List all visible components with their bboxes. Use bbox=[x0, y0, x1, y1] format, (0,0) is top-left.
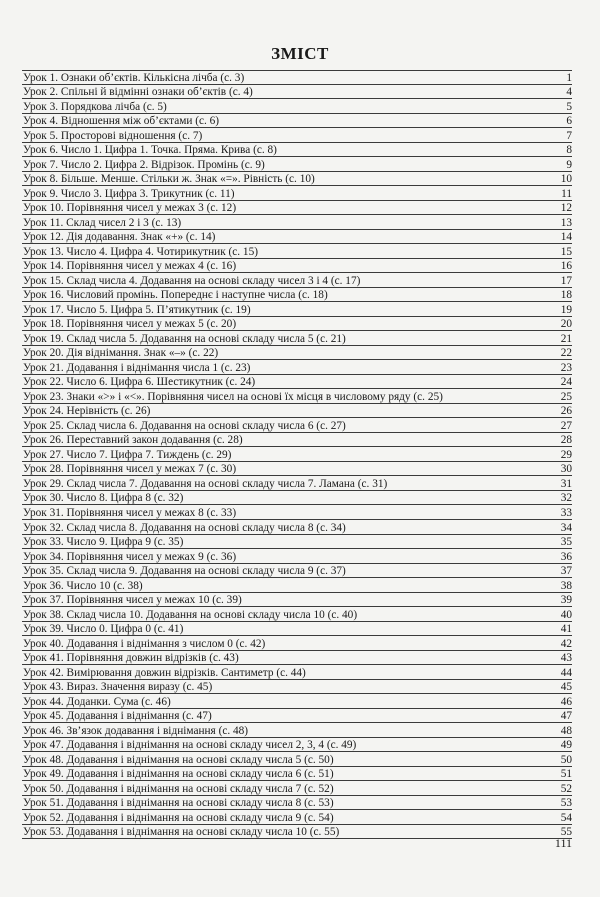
toc-entry bbox=[22, 433, 572, 448]
toc-entry-page: 24 bbox=[560, 376, 572, 389]
toc-entry bbox=[22, 607, 572, 622]
toc-entry-page: 35 bbox=[560, 536, 572, 549]
toc-entry-page: 30 bbox=[560, 463, 572, 476]
toc-entry-page: 37 bbox=[560, 565, 572, 578]
toc-entry-page: 9 bbox=[566, 158, 572, 171]
toc-entry-title: Урок 42. Вимірювання довжин відрізків. Сантиметр (с. 44) bbox=[23, 666, 306, 679]
toc-entry bbox=[22, 259, 572, 274]
toc-entry-title: Урок 22. Число 6. Цифра 6. Шестикутник (с. 24) bbox=[23, 376, 256, 389]
toc-entry-page: 21 bbox=[560, 332, 572, 345]
toc-entry-title: Урок 32. Склад числа 8. Додавання на основі складу числа 8 (с. 34) bbox=[23, 521, 346, 534]
toc-entry bbox=[22, 680, 572, 695]
toc-entry-title: Урок 27. Число 7. Цифра 7. Тиждень (с. 29) bbox=[23, 448, 232, 461]
toc-entry-page: 52 bbox=[560, 782, 572, 795]
toc-entry bbox=[22, 810, 572, 825]
toc-entry-page: 17 bbox=[560, 274, 572, 287]
toc-entry-page: 38 bbox=[560, 579, 572, 592]
toc-entry-title: Урок 21. Додавання і віднімання числа 1 (с. 23) bbox=[23, 361, 251, 374]
toc-entry-title: Урок 28. Порівняння чисел у межах 7 (с. 30) bbox=[23, 463, 237, 476]
toc-entry-page: 18 bbox=[560, 289, 572, 302]
toc-entry-page: 29 bbox=[560, 448, 572, 461]
toc-entry bbox=[22, 273, 572, 288]
toc-entry-page: 51 bbox=[560, 768, 572, 781]
toc-entry-title: Урок 48. Додавання і віднімання на основі складу числа 5 (с. 50) bbox=[23, 753, 334, 766]
toc-entry-page: 43 bbox=[560, 652, 572, 665]
toc-entry-page: 44 bbox=[560, 666, 572, 679]
toc-entry-title: Урок 20. Дія віднімання. Знак «–» (с. 22) bbox=[23, 347, 219, 360]
toc-entry-title: Урок 40. Додавання і віднімання з числом 0 (с. 42) bbox=[23, 637, 266, 650]
toc-entry bbox=[22, 288, 572, 303]
toc-entry bbox=[22, 462, 572, 477]
toc-entry-title: Урок 41. Порівняння довжин відрізків (с. 43) bbox=[23, 652, 239, 665]
toc-entry bbox=[22, 244, 572, 259]
toc-entry bbox=[22, 128, 572, 143]
toc-entry bbox=[22, 331, 572, 346]
toc-entry-title: Урок 43. Вираз. Значення виразу (с. 45) bbox=[23, 681, 213, 694]
toc-entry-page: 25 bbox=[560, 390, 572, 403]
toc-entry-page: 6 bbox=[566, 115, 572, 128]
toc-entry bbox=[22, 752, 572, 767]
toc-entry-title: Урок 34. Порівняння чисел у межах 9 (с. 36) bbox=[23, 550, 237, 563]
toc-entry-title: Урок 10. Порівняння чисел у межах 3 (с. 12) bbox=[23, 202, 237, 215]
toc-entry-page: 13 bbox=[560, 216, 572, 229]
toc-entry bbox=[22, 593, 572, 608]
toc-entry-page: 41 bbox=[560, 623, 572, 636]
toc-entry bbox=[22, 476, 572, 491]
toc-entry-title: Урок 47. Додавання і віднімання на основі складу чисел 2, 3, 4 (с. 49) bbox=[23, 739, 357, 752]
toc-entry-page: 53 bbox=[560, 797, 572, 810]
toc-entry bbox=[22, 651, 572, 666]
toc-entry bbox=[22, 781, 572, 796]
toc-entry-page: 33 bbox=[560, 506, 572, 519]
toc-entry bbox=[22, 825, 572, 840]
toc-entry bbox=[22, 564, 572, 579]
toc-entry-page: 23 bbox=[560, 361, 572, 374]
toc-entry-page: 22 bbox=[560, 347, 572, 360]
toc-entry bbox=[22, 114, 572, 129]
toc-entry-page: 55 bbox=[560, 826, 572, 839]
toc-entry-title: Урок 5. Просторові відношення (с. 7) bbox=[23, 129, 203, 142]
page-title: ЗМІСТ bbox=[271, 44, 329, 63]
toc-entry-title: Урок 24. Нерівність (с. 26) bbox=[23, 405, 151, 418]
toc-entry-title: Урок 19. Склад числа 5. Додавання на основі складу числа 5 (с. 21) bbox=[23, 332, 346, 345]
toc-entry-title: Урок 37. Порівняння чисел у межах 10 (с. 39) bbox=[23, 594, 242, 607]
toc-entry bbox=[22, 535, 572, 550]
toc-entry-page: 50 bbox=[560, 753, 572, 766]
toc-entry-page: 47 bbox=[560, 710, 572, 723]
toc-entry bbox=[22, 201, 572, 216]
toc-entry-title: Урок 6. Число 1. Цифра 1. Точка. Пряма. Крива (с. 8) bbox=[23, 144, 277, 157]
toc-entry-title: Урок 14. Порівняння чисел у межах 4 (с. 16) bbox=[23, 260, 237, 273]
toc-entry-page: 5 bbox=[566, 100, 572, 113]
toc-entry-title: Урок 1. Ознаки об’єктів. Кількісна лічба (с. 3) bbox=[23, 71, 245, 84]
toc-entry-page: 4 bbox=[566, 86, 572, 99]
toc-entry-title: Урок 26. Переставний закон додавання (с. 28) bbox=[23, 434, 243, 447]
toc-entry bbox=[22, 230, 572, 245]
toc-entry bbox=[22, 520, 572, 535]
toc-entry-page: 12 bbox=[560, 202, 572, 215]
toc-entry bbox=[22, 636, 572, 651]
toc-entry bbox=[22, 143, 572, 158]
toc-entry bbox=[22, 622, 572, 637]
toc-entry bbox=[22, 172, 572, 187]
toc-entry bbox=[22, 215, 572, 230]
toc-entry bbox=[22, 491, 572, 506]
toc-entry bbox=[22, 157, 572, 172]
toc-entry-page: 34 bbox=[560, 521, 572, 534]
toc-entry-title: Урок 50. Додавання і віднімання на основі складу числа 7 (с. 52) bbox=[23, 782, 334, 795]
toc-entry-title: Урок 39. Число 0. Цифра 0 (с. 41) bbox=[23, 623, 184, 636]
toc-entry-page: 15 bbox=[560, 245, 572, 258]
toc-entry-title: Урок 9. Число 3. Цифра 3. Трикутник (с. 11) bbox=[23, 187, 235, 200]
toc-entry-title: Урок 23. Знаки «>» і «<». Порівняння чисел на основі їх місця в числовому ряду (с. 25) bbox=[23, 390, 443, 403]
toc-entry bbox=[22, 389, 572, 404]
toc-entry-page: 16 bbox=[560, 260, 572, 273]
toc-entry-page: 7 bbox=[566, 129, 572, 142]
toc-entry-page: 28 bbox=[560, 434, 572, 447]
toc-entry-page: 27 bbox=[560, 419, 572, 432]
toc-entry-page: 20 bbox=[560, 318, 572, 331]
toc-entry bbox=[22, 317, 572, 332]
toc-entry-title: Урок 12. Дія додавання. Знак «+» (с. 14) bbox=[23, 231, 216, 244]
toc-entry-title: Урок 51. Додавання і віднімання на основі складу числа 8 (с. 53) bbox=[23, 797, 334, 810]
toc-entry-title: Урок 17. Число 5. Цифра 5. П’ятикутник (с. 19) bbox=[23, 303, 251, 316]
toc-entry bbox=[22, 375, 572, 390]
toc-entry-title: Урок 46. Зв’язок додавання і віднімання (с. 48) bbox=[23, 724, 249, 737]
toc-entry-page: 31 bbox=[560, 477, 572, 490]
toc-entry-page: 8 bbox=[566, 144, 572, 157]
toc-entry-page: 36 bbox=[560, 550, 572, 563]
toc-entry-page: 1 bbox=[566, 71, 572, 84]
toc-entry-page: 19 bbox=[560, 303, 572, 316]
toc-entry-title: Урок 29. Склад числа 7. Додавання на основі складу числа 7. Ламана (с. 31) bbox=[23, 477, 388, 490]
toc-entry bbox=[22, 738, 572, 753]
toc-entry-title: Урок 16. Числовий промінь. Попереднє і наступне числа (с. 18) bbox=[23, 289, 328, 302]
toc-entry bbox=[22, 99, 572, 114]
toc-entry bbox=[22, 694, 572, 709]
toc-entry-title: Урок 4. Відношення між об’єктами (с. 6) bbox=[23, 115, 220, 128]
toc-entry-page: 46 bbox=[560, 695, 572, 708]
toc-entry bbox=[22, 549, 572, 564]
toc-entry-title: Урок 18. Порівняння чисел у межах 5 (с. 20) bbox=[23, 318, 237, 331]
toc-entry bbox=[22, 85, 572, 100]
toc-entry-title: Урок 53. Додавання і віднімання на основі складу числа 10 (с. 55) bbox=[23, 826, 340, 839]
toc-entry-page: 39 bbox=[560, 594, 572, 607]
toc-entry-page: 40 bbox=[560, 608, 572, 621]
toc-entry bbox=[22, 447, 572, 462]
toc-entry bbox=[22, 767, 572, 782]
toc-entry-page: 49 bbox=[560, 739, 572, 752]
toc-entry bbox=[22, 360, 572, 375]
toc-entry-title: Урок 8. Більше. Менше. Стільки ж. Знак «=». Рівність (с. 10) bbox=[23, 173, 315, 186]
toc-entry bbox=[22, 302, 572, 317]
toc-entry-title: Урок 11. Склад чисел 2 і 3 (с. 13) bbox=[23, 216, 182, 229]
toc-entry-title: Урок 7. Число 2. Цифра 2. Відрізок. Промінь (с. 9) bbox=[23, 158, 265, 171]
toc-entry-page: 45 bbox=[560, 681, 572, 694]
toc-entry bbox=[22, 346, 572, 361]
toc-entry bbox=[22, 404, 572, 419]
toc-entry bbox=[22, 418, 572, 433]
toc-entry bbox=[22, 723, 572, 738]
table-of-contents bbox=[22, 70, 572, 839]
toc-entry-page: 42 bbox=[560, 637, 572, 650]
toc-entry-page: 10 bbox=[560, 173, 572, 186]
toc-entry bbox=[22, 665, 572, 680]
toc-entry-title: Урок 45. Додавання і віднімання (с. 47) bbox=[23, 710, 212, 723]
toc-entry-title: Урок 52. Додавання і віднімання на основі складу числа 9 (с. 54) bbox=[23, 811, 334, 824]
toc-entry-title: Урок 31. Порівняння чисел у межах 8 (с. 33) bbox=[23, 506, 237, 519]
toc-entry bbox=[22, 186, 572, 201]
toc-entry-title: Урок 35. Склад числа 9. Додавання на основі складу числа 9 (с. 37) bbox=[23, 565, 346, 578]
toc-entry-title: Урок 13. Число 4. Цифра 4. Чотирикутник (с. 15) bbox=[23, 245, 258, 258]
toc-entry-page: 26 bbox=[560, 405, 572, 418]
toc-entry bbox=[22, 578, 572, 593]
toc-entry bbox=[22, 709, 572, 724]
toc-entry-page: 14 bbox=[560, 231, 572, 244]
toc-entry-page: 11 bbox=[561, 187, 572, 200]
toc-entry-title: Урок 30. Число 8. Цифра 8 (с. 32) bbox=[23, 492, 184, 505]
toc-entry bbox=[22, 505, 572, 520]
toc-entry-title: Урок 25. Склад числа 6. Додавання на основі складу числа 6 (с. 27) bbox=[23, 419, 346, 432]
toc-entry-page: 48 bbox=[560, 724, 572, 737]
toc-entry-page: 32 bbox=[560, 492, 572, 505]
toc-entry bbox=[22, 796, 572, 811]
toc-entry-title: Урок 33. Число 9. Цифра 9 (с. 35) bbox=[23, 536, 184, 549]
toc-entry-title: Урок 44. Доданки. Сума (с. 46) bbox=[23, 695, 171, 708]
toc-entry-page: 54 bbox=[560, 811, 572, 824]
toc-entry-title: Урок 38. Склад числа 10. Додавання на основі складу числа 10 (с. 40) bbox=[23, 608, 358, 621]
toc-entry bbox=[22, 70, 572, 85]
toc-entry-title: Урок 15. Склад числа 4. Додавання на основі складу чисел 3 і 4 (с. 17) bbox=[23, 274, 361, 287]
page-number: 111 bbox=[554, 836, 572, 850]
toc-entry-title: Урок 3. Порядкова лічба (с. 5) bbox=[23, 100, 167, 113]
toc-entry-title: Урок 2. Спільні й відмінні ознаки об’єктів (с. 4) bbox=[23, 86, 253, 99]
toc-entry-title: Урок 36. Число 10 (с. 38) bbox=[23, 579, 143, 592]
toc-entry-title: Урок 49. Додавання і віднімання на основі складу числа 6 (с. 51) bbox=[23, 768, 334, 781]
